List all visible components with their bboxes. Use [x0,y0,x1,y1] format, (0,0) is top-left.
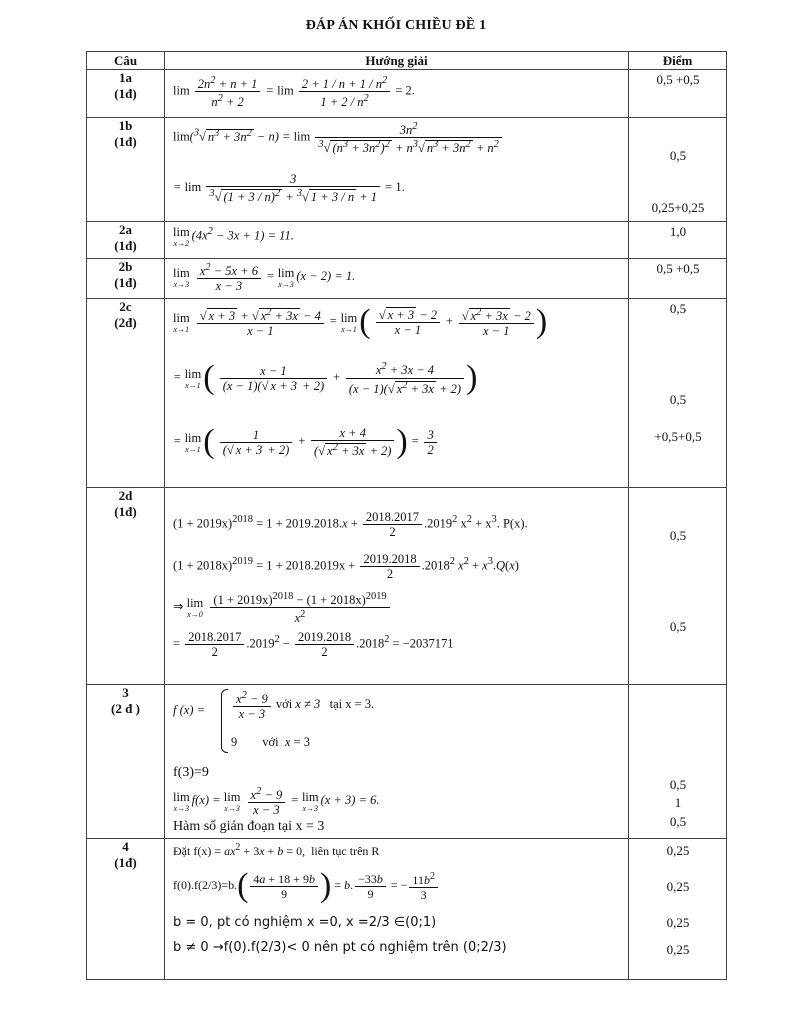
question-label: 2c [119,299,132,314]
solution-line: ⇒ lim x→0 $\frac{(1 + 2019x)^{2018} - (1 + 2018x)^{2019}}{x^2}$ [173,590,392,625]
table-row [87,685,727,839]
solution-line: $(1 + 2019x)^{2018} = 1 + 2019.2018.x$ + $\frac{2018.2017}{2}$ .2019$^2$ $x^2 + x^3$. P(x). [173,510,528,539]
solution-line: lim($^3$√ $n^3 + 3n^2 - n) = \lim$ $\frac{3n^2}{^3√ (n^3 + 3n^2)^2 + n^3√ n^3 + 3n^2 + n^2}$ [173,120,504,155]
score-value: 0,5 [669,301,687,316]
score-value: +0,5+0,5 [654,429,702,444]
solution-line: b ≠ 0 →f(0).f(2/3)< 0 nên pt có nghiệm trên (0;2/3) [173,940,507,955]
solution-line: = $\frac{2018.2017}{2}$ $.2019^2$ − $\frac{2019.2018}{2}$ $.2018^2 = -2037171$ [173,630,454,659]
solution-line: $\frac{x^2 - 9}{x - 3}$ với x ≠ 3 tại x = 3. [231,689,374,721]
page-title: ĐÁP ÁN KHỐI CHIỀU ĐỀ 1 [305,18,487,33]
table-row [87,259,727,299]
question-label: 4 [122,839,129,854]
solution-line: f (x) = [173,703,206,717]
question-points: (1đ) [114,855,137,870]
score-value: 0,25 [666,843,690,858]
question-cell [87,70,165,118]
solution-line: Đặt $f(x) = ax^2 + 3x + b = 0$, liên tục trên R [173,842,380,858]
solution-line: lim x→3 $\frac{x^2 - 5x + 6}{x - 3}$ = lim x→3 (x − 2) = 1. [173,262,356,294]
table-row [87,118,727,222]
answer-table [86,51,727,980]
score-cell [629,685,727,839]
score-value: 0,5 +0,5 [656,72,700,87]
question-cell [87,118,165,222]
question-cell [87,299,165,488]
solution-cell [165,299,629,488]
table-row [87,70,727,118]
question-label: 3 [122,685,129,700]
question-cell [87,259,165,299]
solution-line: 9 với x = 3 [231,735,310,749]
table-row [87,488,727,685]
score-value: 0,5 [669,814,687,829]
solution-line: $(1 + 2018x)^{2019} = 1 + 2018.2019x$ + $\frac{2019.2018}{2}$ .2018$^2$ $x^2 + x^3.Q(x)$ [173,552,519,581]
score-value: 0,25 [666,879,690,894]
score-value: 1,0 [669,224,687,239]
solution-line: lim x→2 $(4x^2 - 3x + 1) = 11$. [173,225,294,248]
table-row [87,839,727,980]
score-value: 0,25 [666,915,690,930]
solution-line: lim x→1 $\frac{√ x + 3 + √ x^2 + 3x - 4}{x - 1}$ = lim x→1 ( $\frac{√ x + 3 - 2}{x - 1}$ + $\frac{√ x^2 + 3x - 2}{x - 1}$ ) [173,303,548,340]
solution-cell [165,259,629,299]
piecewise-brace [221,689,228,753]
question-points: (2đ) [114,315,137,330]
question-points: (2 đ ) [111,701,140,716]
solution-line: = lim x→1 ( $\frac{1}{(√ x + 3 + 2)}$ + $\frac{x + 4}{(√ x^2 + 3x + 2)}$ ) = $\frac{3}{2}$ [173,423,439,461]
question-points: (1đ) [114,504,137,519]
question-points: (1đ) [114,238,137,253]
question-points: (1đ) [114,134,137,149]
score-value: 0,25 [666,942,690,957]
solution-line: = lim x→1 ( $\frac{x - 1}{(x - 1)(√ x + 3 + 2)}$ + $\frac{x^2 + 3x - 4}{(x - 1)(√ x^2 + 3x + 2)}$ ) [173,359,478,396]
score-cell [629,488,727,685]
question-points: (1đ) [114,86,137,101]
score-cell [629,259,727,299]
question-cell [87,222,165,259]
solution-cell [165,839,629,980]
table-row [87,299,727,488]
question-label: 2a [119,222,132,237]
score-value: 0,25+0,25 [651,200,705,215]
solution-line: = lim $\frac{3}{^3√ (1 + 3 / n)^2 + ^3√ 1 + 3 / n + 1}$ = 1. [173,172,405,205]
question-cell [87,685,165,839]
solution-cell [165,488,629,685]
score-value: 0,5 [669,777,687,792]
score-cell [629,839,727,980]
question-label: 2b [118,259,133,274]
solution-cell [165,222,629,259]
header-row [87,52,727,70]
score-value: 0,5 [669,619,687,634]
question-cell [87,488,165,685]
header-score: Điểm [629,52,727,70]
solution-line: lim x→3 f(x) = lim x→3 $\frac{x^2 - 9}{x - 3}$ = lim x→3 (x + 3) = 6. [173,786,380,818]
header-question: Câu [87,52,165,70]
score-value: 1 [674,795,682,810]
solution-cell [165,118,629,222]
solution-line: lim $\frac{2n^2 + n + 1}{n^2 + 2}$ = lim $\frac{2 + 1 / n + 1 / n^2}{1 + 2 / n^2}$ = 2. [173,75,415,110]
solution-cell [165,70,629,118]
solution-line: f(3)=9 [173,765,209,780]
solution-line: b = 0, pt có nghiệm x =0, x =2/3 ∈(0;1) [173,915,437,930]
score-cell [629,299,727,488]
score-value: 0,5 +0,5 [656,261,700,276]
solution-line: f(0).f(2/3)=b.( $\frac{4a + 18 + 9b}{9}$ ) = b. $\frac{-33b}{9}$ = − $\frac{11b^2}{3}$ [173,867,440,905]
question-cell [87,839,165,980]
question-label: 1a [119,70,132,85]
table-row [87,222,727,259]
question-label: 1b [118,118,133,133]
score-value: 0,5 [669,392,687,407]
solution-cell [165,685,629,839]
question-label: 2d [118,488,133,503]
question-points: (1đ) [114,275,137,290]
score-cell [629,118,727,222]
header-solution: Hướng giải [165,52,629,70]
solution-line: Hàm số gián đoạn tại x = 3 [173,819,325,834]
score-value: 0,5 [669,148,687,163]
score-value: 0,5 [669,528,687,543]
score-cell [629,222,727,259]
score-cell [629,70,727,118]
